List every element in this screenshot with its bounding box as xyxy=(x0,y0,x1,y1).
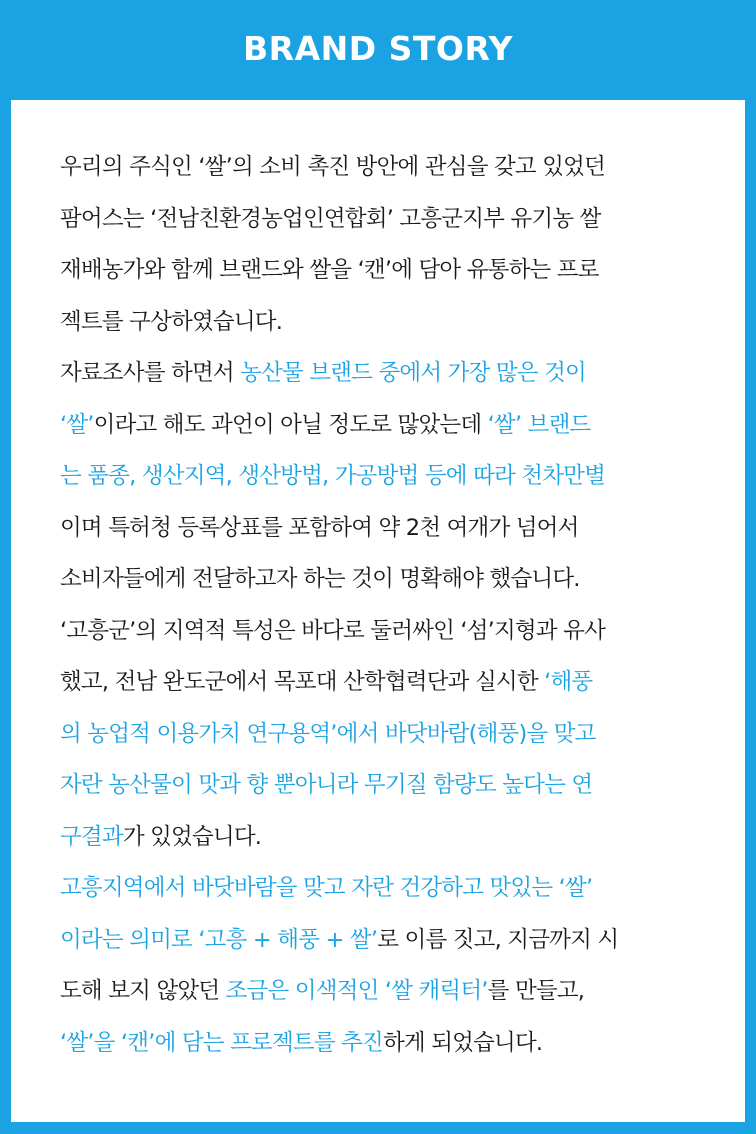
highlight-text: 고흥지역에서 바닷바람을 맞고 자란 건강하고 맛있는 ‘쌀’ xyxy=(60,875,593,901)
highlight-text: ‘해풍 xyxy=(544,669,593,695)
body-text: 이라고 해도 과언이 아닐 정도로 많았는데 xyxy=(93,411,488,438)
story-line xyxy=(60,400,710,452)
body-text: 우리의 주식인 ‘쌀’의 소비 촉진 방안에 관심을 갖고 있었던 xyxy=(60,154,606,180)
highlight-text: 이라는 의미로 ‘고흥 + 해풍 + 쌀’ xyxy=(60,926,378,953)
story-line xyxy=(60,554,710,606)
story-line xyxy=(60,451,710,503)
story-line xyxy=(60,915,710,967)
story-line xyxy=(60,812,710,864)
story-line xyxy=(60,760,710,812)
highlight-text: ‘쌀’을 ‘캔’에 담는 프로젝트를 추진 xyxy=(60,1029,383,1056)
story-line xyxy=(60,142,710,194)
story-line xyxy=(60,503,710,555)
body-text: 로 이름 짓고, 지금까지 시 xyxy=(377,926,619,953)
body-text: 이며 특허청 등록상표를 포함하여 약 2천 여개가 넘어서 xyxy=(60,514,579,541)
header-bar xyxy=(0,0,756,100)
story-line xyxy=(60,709,710,761)
highlight-text: 의 농업적 이용가치 연구용역’ xyxy=(60,720,337,747)
story-line xyxy=(60,863,710,915)
highlight-text: 에서 바닷바람(해풍)을 맞고 xyxy=(336,720,596,747)
body-text: 자료조사를 하면서 xyxy=(60,360,241,386)
story-card xyxy=(11,100,745,1122)
highlight-text: 구결과 xyxy=(60,823,123,850)
body-text: 했고, 전남 완도군에서 목포대 산학협력단과 실시한 xyxy=(60,669,545,695)
body-text: 가 있었습니다. xyxy=(122,823,262,850)
body-text: 도해 보지 않았던 xyxy=(60,978,226,1004)
body-text: ‘고흥군’의 지역적 특성은 바다로 둘러싸인 ‘섬’지형과 유사 xyxy=(60,617,606,644)
highlight-text: ‘쌀’ 브랜드 xyxy=(487,411,591,438)
highlight-text: 조금은 이색적인 ‘쌀 캐릭터’ xyxy=(225,978,488,1004)
story-line xyxy=(60,194,710,246)
story-line xyxy=(60,1018,710,1070)
body-text: 하게 되었습니다. xyxy=(382,1029,543,1056)
story-line xyxy=(60,245,710,297)
body-text: 팜어스는 ‘전남친환경농업인연합회’ 고흥군지부 유기농 쌀 xyxy=(60,205,601,232)
highlight-text: 는 품종, 생산지역, 생산방법, 가공방법 등에 따라 천차만별 xyxy=(60,463,606,489)
story-line xyxy=(60,606,710,658)
body-text: 젝트를 구상하였습니다. xyxy=(60,308,283,335)
story-line xyxy=(60,657,710,709)
story-line xyxy=(60,297,710,349)
body-text: 소비자들에게 전달하고자 하는 것이 명확해야 했습니다. xyxy=(60,566,580,592)
highlight-text: 농산물 브랜드 중에서 가장 많은 것이 xyxy=(240,360,586,386)
page-title: BRAND STORY xyxy=(243,28,513,68)
highlight-text: ‘쌀’ xyxy=(60,411,94,438)
story-line xyxy=(60,348,710,400)
brand-story-text xyxy=(60,142,710,1069)
story-line xyxy=(60,966,710,1018)
body-text: 를 만들고, xyxy=(487,978,585,1004)
body-text: 재배농가와 함께 브랜드와 쌀을 ‘캔’에 담아 유통하는 프로 xyxy=(60,257,599,283)
highlight-text: 자란 농산물이 맛과 향 뿐아니라 무기질 함량도 높다는 연 xyxy=(60,772,593,798)
